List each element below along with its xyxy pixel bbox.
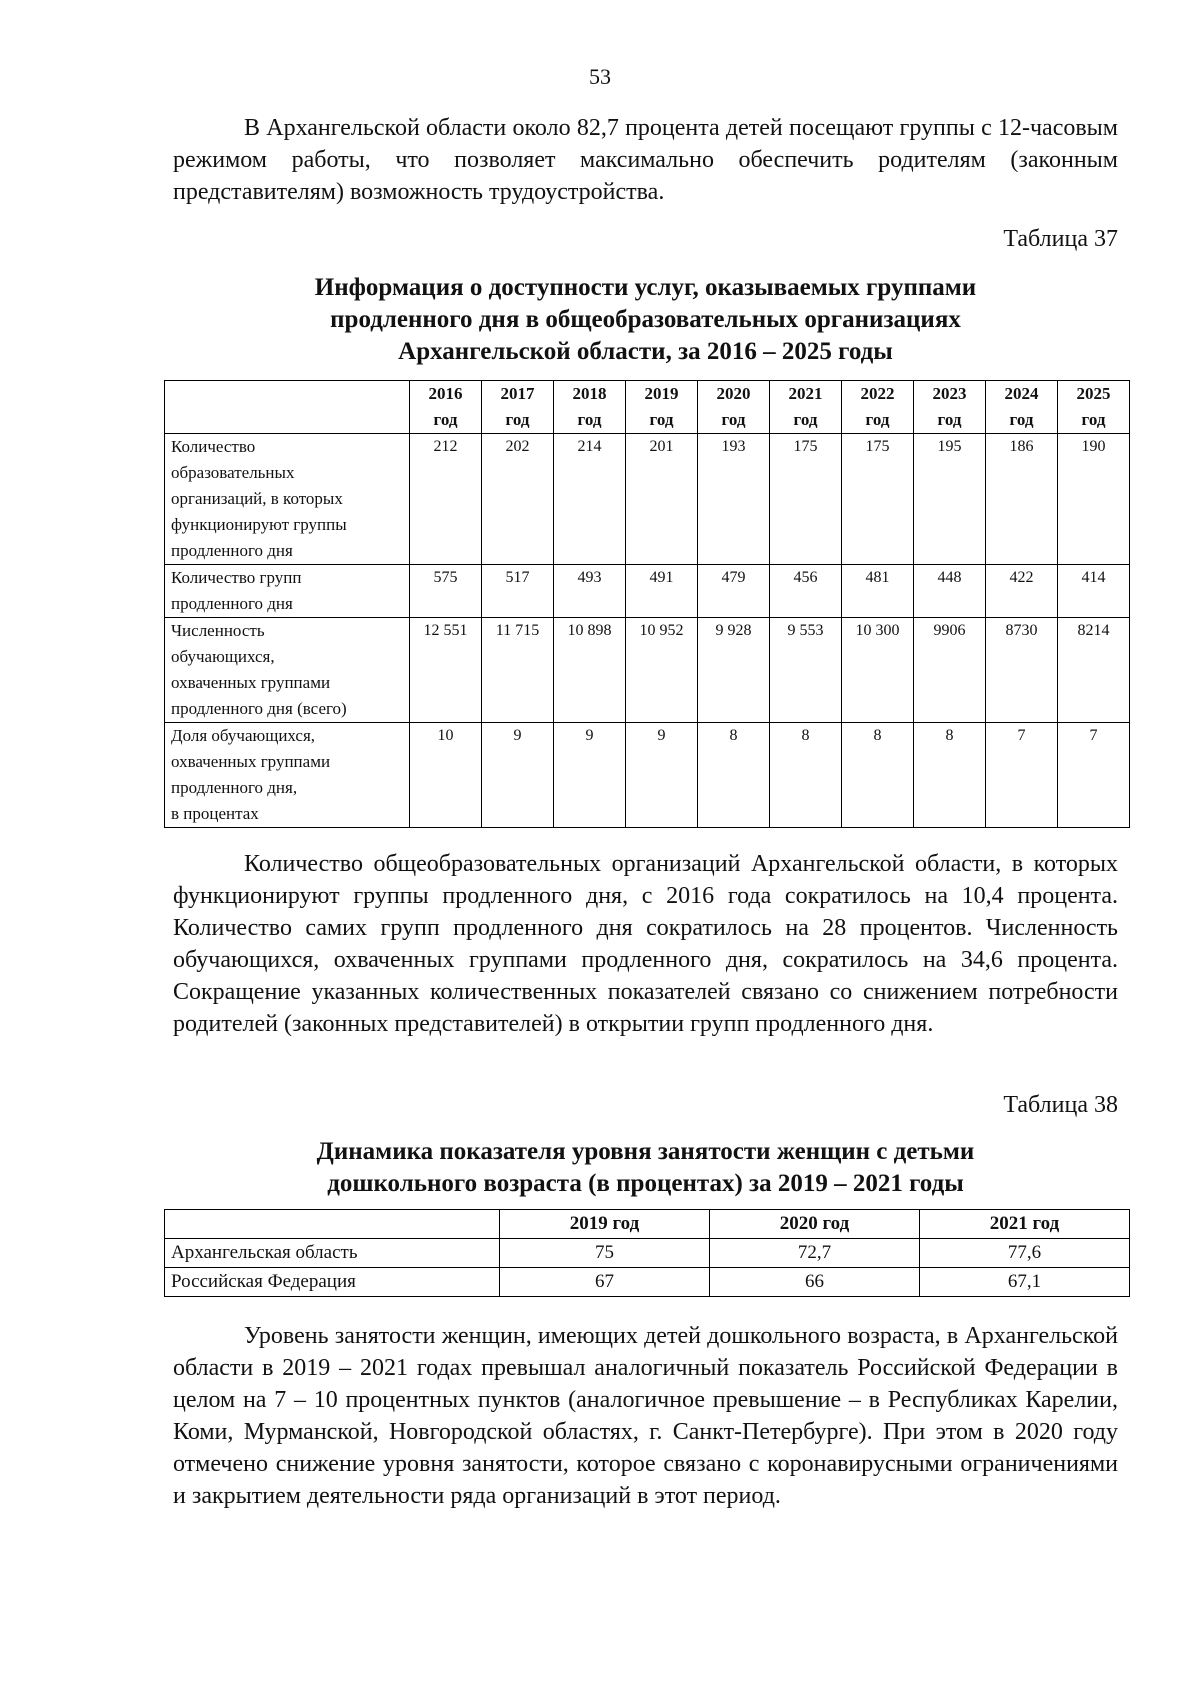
- row-header: Российская Федерация: [165, 1268, 500, 1297]
- table-37-year-header: [914, 381, 986, 434]
- row-header-line: Численность: [171, 621, 265, 640]
- final-paragraph-text: Уровень занятости женщин, имеющих детей дошкольного возраста, в Архангельской области в 2019 – 2021 годах превышал аналогичный показатель Российской Федерации в целом на 7 – 10 процентных пунктов (аналогичное превышение – в Республиках Карелии, Коми, Мурманской, Новгородской областях, г. Санкт-Петербурге). При этом в 2020 году отмечено снижение уровня занятости, которое связано с коронавирусными ограничениями и закрытием деятельности ряда организаций в этот период.: [173, 1323, 1118, 1509]
- year-label: 2023: [932, 384, 967, 403]
- table-cell: 202: [482, 434, 554, 565]
- table-cell: 8214: [1058, 618, 1130, 723]
- row-header-line: Количество групп: [171, 568, 302, 587]
- table-row: [165, 1268, 1130, 1297]
- table-cell: 10 898: [554, 618, 626, 723]
- table-cell: 77,6: [920, 1239, 1130, 1268]
- year-label: 2019: [644, 384, 679, 403]
- table-37-year-header: [842, 381, 914, 434]
- table-row: [165, 434, 1130, 565]
- year-suffix: год: [649, 410, 674, 429]
- table-38-corner-cell: [165, 1210, 500, 1239]
- table-cell: 67,1: [920, 1268, 1130, 1297]
- year-suffix: год: [937, 410, 962, 429]
- row-header-line: Количество: [171, 437, 256, 456]
- table-cell: 201: [626, 434, 698, 565]
- year-label: 2020: [716, 384, 751, 403]
- table-cell: 10: [410, 723, 482, 828]
- table-38-header-row: [165, 1210, 1130, 1239]
- table-cell: 72,7: [710, 1239, 920, 1268]
- table-37-label: Таблица 37: [1003, 226, 1118, 252]
- table-cell: 175: [842, 434, 914, 565]
- table-37-title-line: Архангельской области, за 2016 – 2025 годы: [398, 338, 893, 365]
- table-cell: 10 300: [842, 618, 914, 723]
- intro-paragraph: [173, 112, 1118, 208]
- row-header-line: охваченных группами: [171, 673, 331, 692]
- table-cell: 8730: [986, 618, 1058, 723]
- page-number: 53: [589, 64, 611, 89]
- year-suffix: год: [577, 410, 602, 429]
- table-cell: 481: [842, 565, 914, 618]
- table-cell: 491: [626, 565, 698, 618]
- table-37-title-line: Информация о доступности услуг, оказываемых группами: [314, 274, 977, 301]
- table-cell: 9906: [914, 618, 986, 723]
- table-38-column-header: 2019 год: [500, 1210, 710, 1239]
- year-label: 2022: [860, 384, 895, 403]
- row-header-line: в процентах: [171, 804, 259, 823]
- table-cell: 493: [554, 565, 626, 618]
- table-37-header-row: [165, 381, 1130, 434]
- table-cell: 9: [554, 723, 626, 828]
- row-header-line: продленного дня,: [171, 778, 298, 797]
- table-37: [164, 380, 1130, 828]
- table-cell: 8: [842, 723, 914, 828]
- table-cell: 8: [698, 723, 770, 828]
- table-cell: 195: [914, 434, 986, 565]
- year-suffix: год: [793, 410, 818, 429]
- row-header-line: продленного дня: [171, 594, 293, 613]
- row-header-line: продленного дня (всего): [171, 699, 347, 718]
- row-header-line: функционируют группы: [171, 515, 347, 534]
- year-suffix: год: [865, 410, 890, 429]
- table-row: [165, 565, 1130, 618]
- table-cell: 8: [914, 723, 986, 828]
- table-cell: 456: [770, 565, 842, 618]
- year-label: 2017: [500, 384, 535, 403]
- year-suffix: год: [1081, 410, 1106, 429]
- year-suffix: год: [721, 410, 746, 429]
- table-cell: 9: [626, 723, 698, 828]
- year-label: 2025: [1076, 384, 1111, 403]
- table-37-title: [173, 272, 1118, 368]
- row-header-line: организаций, в которых: [171, 489, 343, 508]
- table-cell: 517: [482, 565, 554, 618]
- table-37-year-header: [626, 381, 698, 434]
- row-header-line: охваченных группами: [171, 752, 331, 771]
- table-37-corner-cell: [165, 381, 410, 434]
- year-label: 2024: [1004, 384, 1039, 403]
- table-cell: 66: [710, 1268, 920, 1297]
- table-37-year-header: [1058, 381, 1130, 434]
- intro-paragraph-text: В Архангельской области около 82,7 процента детей посещают группы с 12-часовым режимом работы, что позволяет максимально обеспечить родителям (законным представителям) возможность трудоустройства.: [173, 115, 1118, 205]
- table-38-label: Таблица 38: [1003, 1092, 1118, 1118]
- row-header: [165, 434, 410, 565]
- row-header: [165, 565, 410, 618]
- table-row: [165, 618, 1130, 723]
- table-cell: 67: [500, 1268, 710, 1297]
- table-cell: 9: [482, 723, 554, 828]
- table-38-column-header: 2021 год: [920, 1210, 1130, 1239]
- table-cell: 414: [1058, 565, 1130, 618]
- table-cell: 10 952: [626, 618, 698, 723]
- table-cell: 479: [698, 565, 770, 618]
- table-cell: 193: [698, 434, 770, 565]
- row-header: Архангельская область: [165, 1239, 500, 1268]
- table-cell: 8: [770, 723, 842, 828]
- middle-paragraph-text: Количество общеобразовательных организаций Архангельской области, в которых функционируют группы продленного дня, с 2016 года сократилось на 10,4 процента. Количество самих групп продленного дня сократилось на 28 процентов. Численность обучающихся, охваченных группами продленного дня, сократилось на 34,6 процента. Сокращение указанных количественных показателей связано со снижением потребности родителей (законных представителей) в открытии групп продленного дня.: [173, 851, 1118, 1037]
- row-header-line: продленного дня: [171, 541, 293, 560]
- middle-paragraph: [173, 848, 1118, 1040]
- year-suffix: год: [505, 410, 530, 429]
- year-label: 2016: [428, 384, 463, 403]
- table-37-year-header: [986, 381, 1058, 434]
- year-suffix: год: [1009, 410, 1034, 429]
- table-cell: 212: [410, 434, 482, 565]
- year-suffix: год: [433, 410, 458, 429]
- table-cell: 7: [986, 723, 1058, 828]
- table-37-title-line: продленного дня в общеобразовательных организациях: [330, 306, 961, 333]
- table-cell: 11 715: [482, 618, 554, 723]
- table-cell: 186: [986, 434, 1058, 565]
- table-38-title-line: дошкольного возраста (в процентах) за 2019 – 2021 годы: [327, 1170, 964, 1197]
- table-cell: 9 553: [770, 618, 842, 723]
- table-37-year-header: [770, 381, 842, 434]
- row-header: [165, 618, 410, 723]
- table-cell: 7: [1058, 723, 1130, 828]
- table-cell: 9 928: [698, 618, 770, 723]
- table-37-year-header: [698, 381, 770, 434]
- table-37-year-header: [410, 381, 482, 434]
- table-cell: 190: [1058, 434, 1130, 565]
- table-38-column-header: 2020 год: [710, 1210, 920, 1239]
- year-label: 2018: [572, 384, 607, 403]
- table-cell: 75: [500, 1239, 710, 1268]
- row-header: [165, 723, 410, 828]
- table-row: [165, 723, 1130, 828]
- row-header-line: образовательных: [171, 463, 295, 482]
- table-cell: 214: [554, 434, 626, 565]
- table-cell: 12 551: [410, 618, 482, 723]
- table-cell: 575: [410, 565, 482, 618]
- table-cell: 175: [770, 434, 842, 565]
- year-label: 2021: [788, 384, 823, 403]
- table-38-title-line: Динамика показателя уровня занятости женщин с детьми: [316, 1138, 975, 1165]
- table-cell: 448: [914, 565, 986, 618]
- table-38: [164, 1209, 1130, 1297]
- row-header-line: обучающихся,: [171, 647, 275, 666]
- table-cell: 422: [986, 565, 1058, 618]
- final-paragraph: [173, 1320, 1118, 1512]
- table-38-title: [173, 1136, 1118, 1200]
- row-header-line: Доля обучающихся,: [171, 726, 316, 745]
- table-37-year-header: [482, 381, 554, 434]
- table-row: [165, 1239, 1130, 1268]
- table-37-year-header: [554, 381, 626, 434]
